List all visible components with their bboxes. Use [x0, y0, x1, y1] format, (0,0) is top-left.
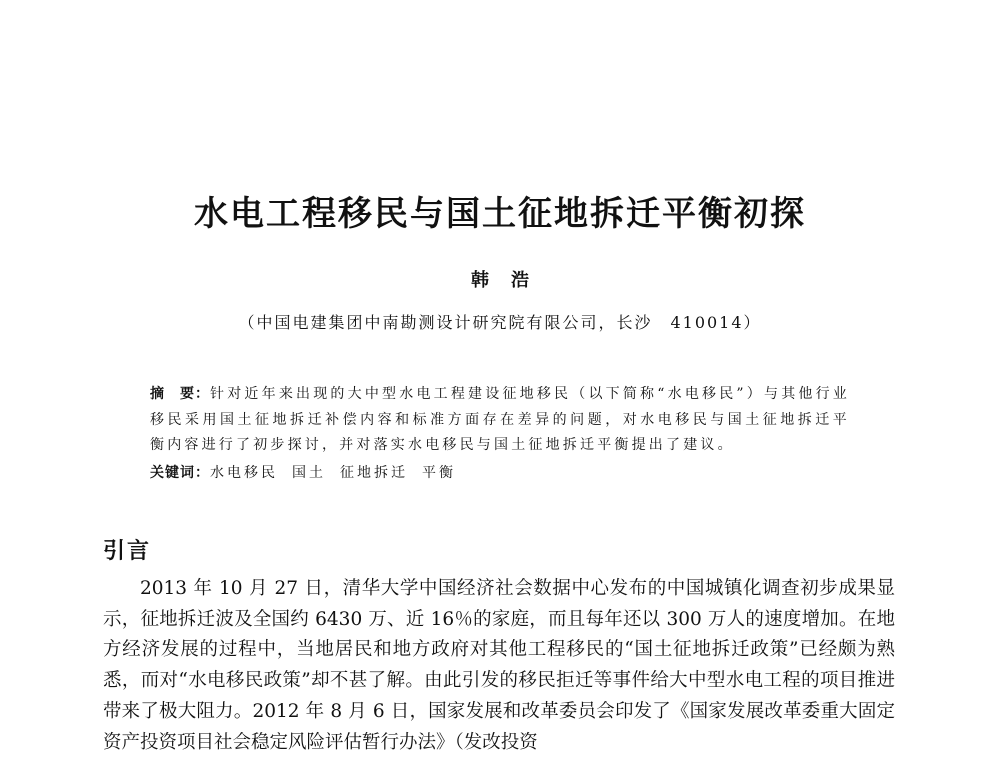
keyword: 平衡 [422, 465, 456, 481]
paper-title: 水电工程移民与国土征地拆迁平衡初探 [194, 194, 806, 234]
author-name: 韩浩 [471, 270, 551, 291]
abstract-text: 针对近年来出现的大中型水电工程建设征地移民（以下简称“水电移民”）与其他行业移民采用国土征地拆迁补偿内容和标准方面存在差异的问题，对水电移民与国土征地拆迁平衡内容进行了初步探讨，并对落实水电移民与国土征地拆迁平衡提出了建议。 [150, 386, 850, 453]
body-paragraph: 2013 年 10 月 27 日，清华大学中国经济社会数据中心发布的中国城镇化调查初步成果显示，征地拆迁波及全国约 6430 万、近 16％的家庭，而且每年还以 300 万人的速度增加。在地方经济发展的过程中，当地居民和地方政府对其他工程移民的“国土征地拆迁政策”已经颇为熟悉，而对“水电移民政策”却不甚了解。由此引发的移民拒迁等事件给大中型水电工程的项目推进带来了极大阻力。2012 年 8 月 6 日，国家发展和改革委员会印发了《国家发展改革委重大固定资产投资项目社会稳定风险评估暂行办法》（发改投资 [103, 578, 895, 753]
section-heading-introduction: 引言 [103, 539, 152, 564]
author-affiliation: （中国电建集团中南勘测设计研究院有限公司，长沙 410014） [238, 313, 762, 332]
keywords [150, 461, 850, 486]
abstract [150, 382, 850, 459]
keywords-label: 关键词： [150, 465, 210, 481]
keyword: 国土 [292, 465, 326, 481]
keyword: 水电移民 [210, 465, 278, 481]
keyword: 征地拆迁 [340, 465, 408, 481]
abstract-label: 摘 要： [150, 386, 211, 402]
